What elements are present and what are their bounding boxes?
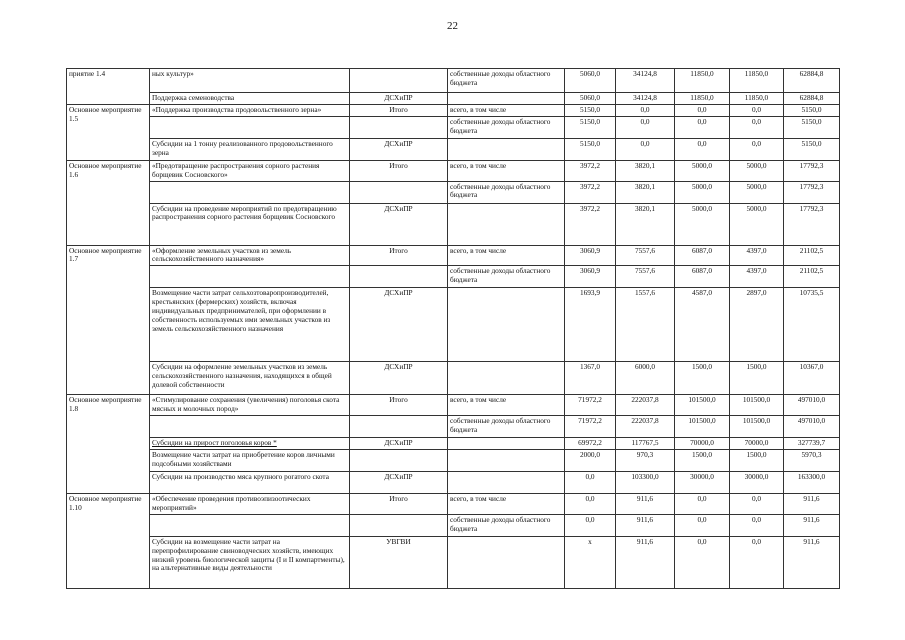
table-row [67, 203, 840, 245]
executor-cell: Итого [350, 395, 448, 416]
value-cell: 1500,0 [675, 450, 730, 472]
value-cell: 1500,0 [675, 362, 730, 395]
executor-cell [350, 514, 448, 536]
value-cell: 911,6 [784, 536, 840, 588]
value-cell: 0,0 [565, 494, 616, 515]
name-cell: Субсидии на возмещение части затрат на перепрофилирование свиноводческих хозяйств, имеющих низкий уровень биологической защиты (I и II компартменты), на альтернативные виды деятельности [150, 536, 350, 588]
value-cell: 3820,1 [616, 160, 675, 181]
table-row [67, 438, 840, 450]
name-cell: Возмещение части затрат сельхозтоваропроизводителей, крестьянских (фермерских) хозяйств, включая индивидуальных предпринимателей, при оформлении в собственность используемых ими земельных участков из земель сельскохозяйственного назначения [150, 288, 350, 362]
source-cell: всего, в том числе [448, 160, 565, 181]
value-cell: 5000,0 [730, 160, 784, 181]
table-row [67, 288, 840, 362]
table-row [67, 536, 840, 588]
value-cell: 2897,0 [730, 288, 784, 362]
table-row [67, 514, 840, 536]
value-cell: 5060,0 [565, 93, 616, 105]
source-cell: всего, в том числе [448, 104, 565, 116]
value-cell: 17792,3 [784, 160, 840, 181]
value-cell: 30000,0 [675, 472, 730, 494]
source-cell: всего, в том числе [448, 494, 565, 515]
event-cell: Основное мероприятие 1.8 [67, 395, 150, 494]
value-cell: 1367,0 [565, 362, 616, 395]
event-cell: приятие 1.4 [67, 69, 150, 105]
value-cell: 222037,8 [616, 395, 675, 416]
name-cell: ных культур» [150, 69, 350, 93]
table-row [67, 181, 840, 203]
value-cell: 11850,0 [730, 69, 784, 93]
value-cell: 497010,0 [784, 395, 840, 416]
value-cell: 5970,3 [784, 450, 840, 472]
table-row [67, 138, 840, 160]
value-cell: 4397,0 [730, 245, 784, 266]
source-cell [448, 450, 565, 472]
value-cell: 21102,5 [784, 266, 840, 288]
value-cell: 0,0 [730, 138, 784, 160]
value-cell: 5000,0 [675, 181, 730, 203]
value-cell: 1557,6 [616, 288, 675, 362]
value-cell: 0,0 [675, 536, 730, 588]
name-cell: «Предотвращение распространения сорного растения борщевик Сосновского» [150, 160, 350, 181]
value-cell: 5000,0 [675, 160, 730, 181]
event-cell: Основное мероприятие 1.5 [67, 104, 150, 160]
executor-cell: Итого [350, 104, 448, 116]
name-cell [150, 116, 350, 138]
executor-cell: ДСХиПР [350, 93, 448, 105]
page-number: 22 [447, 20, 458, 32]
name-cell: «Обеспечение проведения противоэпизоотических мероприятий» [150, 494, 350, 515]
source-cell: собственные доходы областного бюджета [448, 116, 565, 138]
value-cell: 5150,0 [784, 138, 840, 160]
table-row [67, 245, 840, 266]
value-cell: 911,6 [784, 514, 840, 536]
value-cell: 5000,0 [730, 203, 784, 245]
value-cell: 0,0 [616, 138, 675, 160]
value-cell: 71972,2 [565, 416, 616, 438]
value-cell: 3972,2 [565, 181, 616, 203]
name-cell: Субсидии на производство мяса крупного рогатого скота [150, 472, 350, 494]
source-cell: собственные доходы областного бюджета [448, 266, 565, 288]
executor-cell: ДСХиПР [350, 203, 448, 245]
value-cell: 101500,0 [730, 416, 784, 438]
value-cell: 2000,0 [565, 450, 616, 472]
value-cell: 10367,0 [784, 362, 840, 395]
value-cell: 101500,0 [675, 395, 730, 416]
value-cell: 0,0 [565, 514, 616, 536]
value-cell: 21102,5 [784, 245, 840, 266]
value-cell: 70000,0 [675, 438, 730, 450]
value-cell: 0,0 [675, 116, 730, 138]
table-row [67, 116, 840, 138]
value-cell: 3820,1 [616, 181, 675, 203]
value-cell: 5150,0 [784, 116, 840, 138]
source-cell [448, 138, 565, 160]
executor-cell: Итого [350, 494, 448, 515]
value-cell: 4587,0 [675, 288, 730, 362]
value-cell: 3972,2 [565, 203, 616, 245]
executor-cell [350, 181, 448, 203]
executor-cell [350, 450, 448, 472]
source-cell [448, 93, 565, 105]
table-row [67, 472, 840, 494]
budget-table [66, 68, 840, 589]
value-cell: 4397,0 [730, 266, 784, 288]
value-cell: 1500,0 [730, 362, 784, 395]
source-cell: собственные доходы областного бюджета [448, 514, 565, 536]
event-cell: Основное мероприятие 1.6 [67, 160, 150, 245]
value-cell: 911,6 [616, 514, 675, 536]
value-cell: 117767,5 [616, 438, 675, 450]
value-cell: 3972,2 [565, 160, 616, 181]
executor-cell [350, 116, 448, 138]
source-cell: всего, в том числе [448, 395, 565, 416]
table-row [67, 395, 840, 416]
name-cell: «Поддержка производства продовольственного зерна» [150, 104, 350, 116]
value-cell: 34124,8 [616, 69, 675, 93]
value-cell: 101500,0 [730, 395, 784, 416]
value-cell: 62884,8 [784, 93, 840, 105]
executor-cell: ДСХиПР [350, 288, 448, 362]
table-row [67, 416, 840, 438]
value-cell: 3820,1 [616, 203, 675, 245]
table-row [67, 266, 840, 288]
value-cell: 3060,9 [565, 245, 616, 266]
value-cell: 62884,8 [784, 69, 840, 93]
value-cell: 5150,0 [565, 104, 616, 116]
source-cell [448, 362, 565, 395]
value-cell: 0,0 [730, 514, 784, 536]
value-cell: 6000,0 [616, 362, 675, 395]
executor-cell: ДСХиПР [350, 472, 448, 494]
value-cell: 0,0 [675, 104, 730, 116]
name-cell [150, 266, 350, 288]
source-cell [448, 536, 565, 588]
value-cell: 327739,7 [784, 438, 840, 450]
value-cell: 0,0 [730, 104, 784, 116]
name-cell [150, 416, 350, 438]
executor-cell [350, 416, 448, 438]
value-cell: 0,0 [730, 116, 784, 138]
executor-cell [350, 69, 448, 93]
table-row [67, 69, 840, 93]
source-cell [448, 288, 565, 362]
value-cell: 3060,9 [565, 266, 616, 288]
value-cell: 5150,0 [565, 138, 616, 160]
value-cell: 222037,8 [616, 416, 675, 438]
name-cell [150, 514, 350, 536]
value-cell: 911,6 [616, 536, 675, 588]
table-row [67, 160, 840, 181]
source-cell: всего, в том числе [448, 245, 565, 266]
executor-cell: Итого [350, 245, 448, 266]
value-cell: 11850,0 [675, 69, 730, 93]
value-cell: 6087,0 [675, 245, 730, 266]
table-body [67, 69, 840, 589]
value-cell: 101500,0 [675, 416, 730, 438]
value-cell: 0,0 [730, 494, 784, 515]
value-cell: 5150,0 [784, 104, 840, 116]
value-cell: 11850,0 [675, 93, 730, 105]
value-cell: 70000,0 [730, 438, 784, 450]
value-cell: 6087,0 [675, 266, 730, 288]
value-cell: 1693,9 [565, 288, 616, 362]
value-cell: 911,6 [784, 494, 840, 515]
executor-cell: ДСХиПР [350, 138, 448, 160]
value-cell: 5150,0 [565, 116, 616, 138]
value-cell: 7557,6 [616, 245, 675, 266]
value-cell: 17792,3 [784, 203, 840, 245]
table-row [67, 362, 840, 395]
value-cell: 30000,0 [730, 472, 784, 494]
value-cell: 0,0 [616, 116, 675, 138]
value-cell: 17792,3 [784, 181, 840, 203]
value-cell: 10735,5 [784, 288, 840, 362]
value-cell: x [565, 536, 616, 588]
name-cell: Субсидии на проведение мероприятий по предотвращению распространения сорного растения борщевик Сосновского [150, 203, 350, 245]
name-cell: «Оформление земельных участков из земель сельскохозяйственного назначения» [150, 245, 350, 266]
value-cell: 911,6 [616, 494, 675, 515]
source-cell [448, 472, 565, 494]
source-cell: собственные доходы областного бюджета [448, 416, 565, 438]
value-cell: 34124,8 [616, 93, 675, 105]
executor-cell: ДСХиПР [350, 362, 448, 395]
table-row [67, 450, 840, 472]
executor-cell: Итого [350, 160, 448, 181]
value-cell: 0,0 [565, 472, 616, 494]
value-cell: 0,0 [675, 138, 730, 160]
event-cell: Основное мероприятие 1.10 [67, 494, 150, 589]
name-cell: «Стимулирование сохранения (увеличения) поголовья скота мясных и молочных пород» [150, 395, 350, 416]
value-cell: 163300,0 [784, 472, 840, 494]
value-cell: 11850,0 [730, 93, 784, 105]
name-cell: Субсидии на оформление земельных участков из земель сельскохозяйственного назначения, находящихся в общей долевой собственности [150, 362, 350, 395]
executor-cell: УВГВИ [350, 536, 448, 588]
event-cell: Основное мероприятие 1.7 [67, 245, 150, 395]
source-cell: собственные доходы областного бюджета [448, 181, 565, 203]
value-cell: 1500,0 [730, 450, 784, 472]
value-cell: 5060,0 [565, 69, 616, 93]
value-cell: 7557,6 [616, 266, 675, 288]
value-cell: 71972,2 [565, 395, 616, 416]
value-cell: 0,0 [616, 104, 675, 116]
value-cell: 0,0 [675, 494, 730, 515]
source-cell [448, 438, 565, 450]
source-cell: собственные доходы областного бюджета [448, 69, 565, 93]
name-cell: Субсидии на 1 тонну реализованного продовольственного зерна [150, 138, 350, 160]
name-cell [150, 181, 350, 203]
value-cell: 69972,2 [565, 438, 616, 450]
value-cell: 0,0 [675, 514, 730, 536]
table-row [67, 494, 840, 515]
table-row [67, 93, 840, 105]
executor-cell [350, 266, 448, 288]
name-cell: Возмещение части затрат на приобретение коров личными подсобными хозяйствами [150, 450, 350, 472]
value-cell: 5000,0 [675, 203, 730, 245]
executor-cell: ДСХиПР [350, 438, 448, 450]
value-cell: 103300,0 [616, 472, 675, 494]
source-cell [448, 203, 565, 245]
value-cell: 497010,0 [784, 416, 840, 438]
name-cell: Поддержка семеноводства [150, 93, 350, 105]
table-row [67, 104, 840, 116]
value-cell: 970,3 [616, 450, 675, 472]
value-cell: 0,0 [730, 536, 784, 588]
name-cell: Субсидии на прирост поголовья коров * [150, 438, 350, 450]
value-cell: 5000,0 [730, 181, 784, 203]
